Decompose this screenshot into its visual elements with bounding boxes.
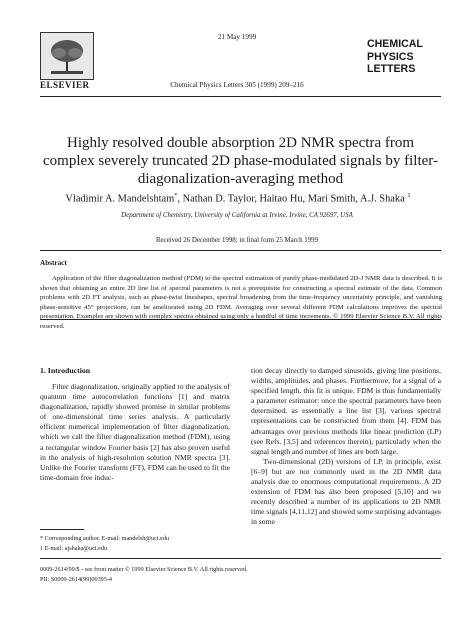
publication-date: 21 May 1999 [217, 33, 257, 41]
section-heading: 1. Introduction [40, 366, 91, 375]
journal-title-line: CHEMICAL [367, 38, 423, 50]
abstract-text: Application of the filter diagonalization method (FDM) to the spectral estimation of purely phase-modulated 2D-J NMR data is described. It is shown that obtaining an entire 2D line list of spectral parameters is not a prerequisite for constructing a spectral estimate of the data. Common problems with 2D FT analysis, such as phase-twist lineshapes, spectral broadening from the time-frequency uncertainty principle, and vanishing phase-sensitive 45° projections, can be ameliorated using 2D FDM. Averaging over several different FDM calculations improves the spectral presentation. Examples are shown with complex spectra obtained using only a handful of time increments. © 1999 Elsevier Science B.V. All rights reserved. [40, 275, 442, 330]
journal-title-line: LETTERS [367, 63, 416, 75]
body-column-left: Filter diagonalization, originally applied to the analysis of quantum time autocorrelation functions [1] and matrix diagonalization, rapidly showed promise in similar problems of one-dimensional time series analysis. A particularly efficient numerical implementation of filter diagonalization, which we call the filter diagonalization method (FDM), using a rectangular window Fourier basis [2] has also proven useful in the analysis of high-resolution solution NMR spectra [3]. Unlike the Fourier transform (FT), FDM can be used to fit the time-domain free induc- [40, 382, 230, 482]
author-first: Vladimir A. Mandelshtam [65, 193, 175, 205]
author-list [28, 192, 448, 204]
article-title: Highly resolved double absorption 2D NMR spectra from complex severely truncated 2D phase-modulated signals by filter-diagonalization-averaging method [43, 135, 438, 187]
journal-title [367, 38, 441, 76]
footnote-corresponding-author: * Corresponding author. E-mail: mandelsh@uci.edu [40, 535, 170, 542]
header-divider [40, 96, 441, 97]
paragraph: tion decay directly to damped sinusoids, giving line positions, widths, amplitudes, and phases. Furthermore, for a signal of a specified length, this fit is unique. FDM is thus fundamentally a parameter estimator: once the spectral parameters have been determined, as essentially a line list [3], various spectral representations can be constructed from them [4]. FDM has advantages over previous methods like linear prediction (LP) (see Refs. [3,5] and references therein), particularly when the signal length and number of lines are both large. [251, 366, 441, 456]
received-dates: Received 26 December 1998; in final form 25 March 1999 [155, 237, 319, 244]
publisher-name: ELSEVIER [40, 80, 90, 90]
abstract-heading: Abstract [40, 259, 67, 267]
author-footnote-mark: 1 [407, 192, 411, 199]
paragraph: Two-dimensional (2D) versions of LP, in principle, exist [6–9] but are not commonly used in the 2D NMR data analysis due to enormous computational requirements. A 2D extension of FDM has also been proposed [5,10] and we recently described a number of its applications to 2D NMR time signals [4,11,12] and showed some surprising advantages in some [251, 456, 441, 527]
author-footnote-mark: * [174, 192, 178, 199]
journal-title-line: PHYSICS [367, 50, 414, 63]
author-affiliation: Department of Chemistry, University of California at Irvine, Irvine, CA 92697, USA [121, 212, 353, 219]
footnote-divider [40, 529, 84, 530]
journal-citation: Chemical Physics Letters 305 (1999) 209–216 [170, 81, 304, 89]
pii-identifier: PII: S0009-2614(99)00395-4 [40, 576, 113, 583]
author-rest: , Nathan D. Taylor, Haitao Hu, Mari Smith, A.J. Shaka [177, 193, 405, 205]
body-column-right [251, 366, 441, 528]
footer-divider [40, 558, 441, 559]
abstract-bottom-divider [40, 319, 441, 320]
footnote-email: 1 E-mail: ajshaka@uci.edu [40, 545, 108, 552]
copyright-line: 0009-2614/99/$ - see front matter © 1999 Elsevier Science B.V. All rights reserved. [40, 566, 248, 573]
abstract-top-divider [40, 250, 441, 251]
